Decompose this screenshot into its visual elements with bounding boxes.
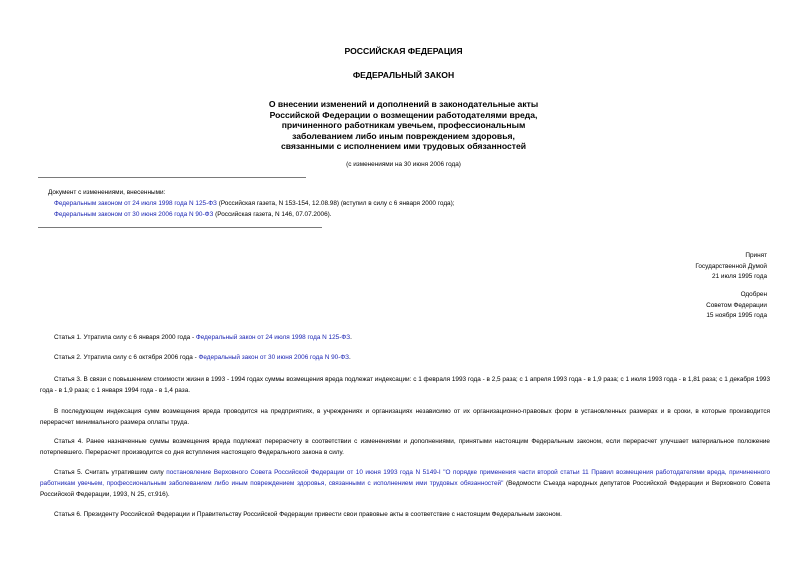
adoption-approved (706, 290, 767, 322)
article-6: Статья 6. Президенту Российской Федерации и Правительству Российской Федерации привести свои правовые акты в соответствие с настоящим Федеральным законом. (54, 511, 562, 518)
amendments-intro: Документ с изменениями, внесенными: (48, 189, 166, 196)
amendment-item (54, 210, 332, 221)
article-4: Статья 4. Ранее назначенные суммы возмещения вреда подлежат перерасчету в соответствии с изменениями и дополнениями, принятыми настоящим Федеральным законом, если перерасчет улучшает материальное положение потерпевшего. Перерасчет производится со дня вступления настоящего Федерального закона в силу. (40, 438, 770, 456)
article-3-paragraph-2: В последующем индексация сумм возмещения вреда проводится на предприятиях, в учреждениях и организациях независимо от их организационно-правовых форм в установленных размерах и в сроки, в которые производится перерасчет минимального размера оплаты труда. (40, 408, 770, 426)
top-divider (38, 177, 306, 178)
revision-note: (с изменениями на 30 июня 2006 года) (346, 161, 461, 168)
adoption-accepted (695, 251, 767, 283)
amendment-link-1998[interactable]: Федеральным законом от 24 июля 1998 года N 125-ФЗ (54, 200, 217, 207)
law-type-heading: ФЕДЕРАЛЬНЫЙ ЗАКОН (352, 70, 455, 80)
article-1-link[interactable]: Федеральный закон от 24 июля 1998 года N 125-ФЗ (195, 334, 351, 341)
title-line: заболеванием либо иным повреждением здоровья, (292, 130, 515, 141)
adoption-line: Советом Федерации (706, 301, 767, 309)
article-2-link[interactable]: Федеральный закон от 30 июня 2006 года N 90-ФЗ (198, 354, 350, 361)
title-line: О внесении изменений и дополнений в законодательные акты (268, 99, 539, 109)
article-5-link[interactable]: постановление Верховного Совета Российской Федерации от 10 июня 1993 года N 5149-I "О порядке применения части второй статьи 11 Правил возмещения работодателями вреда, причиненного работникам увечьем, профессиональным заболеванием либо иным повреждением здоровья, связанными с исполнением ими трудовых обязанностей" (40, 469, 770, 487)
amendment-source: (Российская газета, N 153-154, 12.08.98) (вступил в силу с 6 января 2000 года); (216, 200, 455, 207)
title-line: Российской Федерации о возмещении работодателями вреда, (269, 109, 538, 120)
article-3: Статья 3. В связи с повышением стоимости жизни в 1993 - 1994 годах суммы возмещения вреда подлежат индексации: с 1 февраля 1993 года - в 2,5 раза; с 1 апреля 1993 года - в 1,9 раза; с 1 июля 1993 года - в 1,81 раза; с 1 декабря 1993 года - в 1,9 раза; с 1 января 1994 года - в 1,4 раза. (40, 376, 770, 394)
amendment-source: (Российская газета, N 146, 07.07.2006). (213, 211, 332, 218)
country-heading: РОССИЙСКАЯ ФЕДЕРАЦИЯ (344, 46, 463, 56)
article-5: Статья 5. Считать утратившим силу постановление Верховного Совета Российской Федерации от 10 июня 1993 года N 5149-I "О порядке применения части второй статьи 11 Правил возмещения работодателями вреда, причиненного работникам увечьем, профессиональным заболеванием либо иным повреждением здоровья, связанными с исполнением ими трудовых обязанностей" (Ведомости Съезда народных депутатов Российской Федерации и Верховного Совета Российской Федерации, 1993, N 25, ст.916). (40, 469, 770, 498)
article-2: Статья 2. Утратила силу с 6 октября 2006 года - Федеральный закон от 30 июня 2006 года N 90-ФЗ. (54, 354, 351, 361)
amendment-item (54, 199, 455, 210)
title-line: связанными с исполнением ими трудовых обязанностей (280, 141, 527, 152)
title-line: причиненного работникам увечьем, профессиональным (281, 120, 526, 131)
adoption-line: 21 июля 1995 года (712, 273, 767, 280)
amendment-link-2006[interactable]: Федеральным законом от 30 июня 2006 года N 90-ФЗ (54, 211, 214, 218)
article-1: Статья 1. Утратила силу с 6 января 2000 года - Федеральный закон от 24 июля 1998 года N 125-ФЗ. (54, 334, 352, 341)
adoption-line: Государственной Думой (695, 262, 767, 270)
adoption-line: Принят (745, 252, 767, 259)
adoption-line: 15 ноября 1995 года (706, 312, 767, 319)
adoption-line: Одобрен (740, 291, 767, 298)
document-title (0, 99, 807, 152)
bottom-divider (38, 227, 322, 228)
